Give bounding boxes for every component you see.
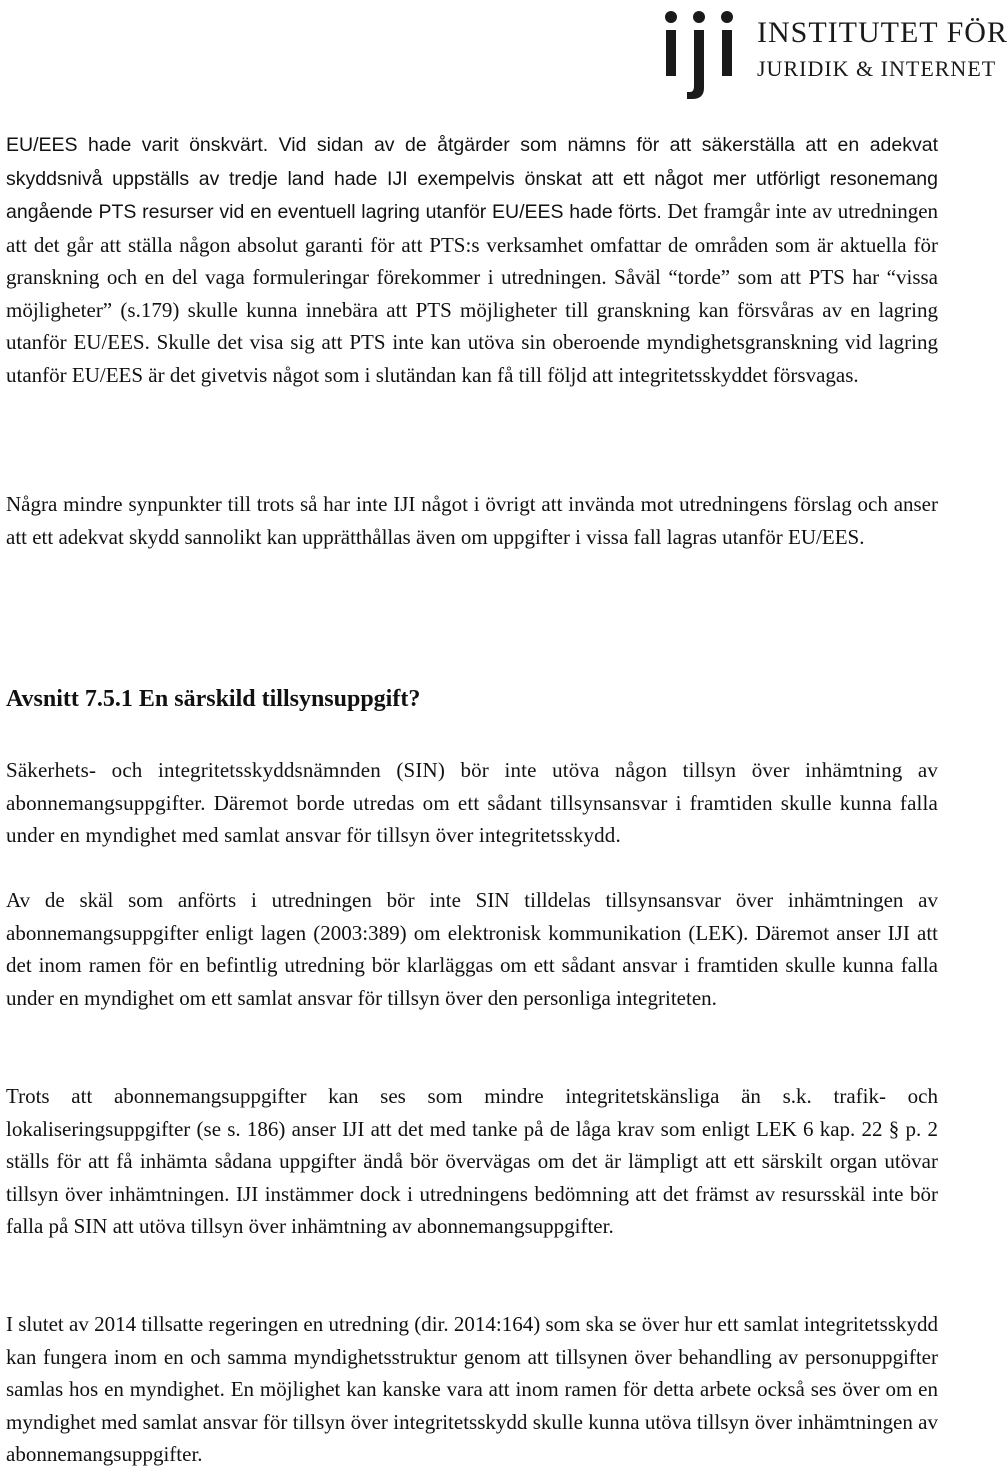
paragraph-4: Av de skäl som anförts i utredningen bör inte SIN tilldelas tillsynsansvar över inhämtningen av abonnemangsuppgifter enligt lagen (2003:389) om elektronisk kommunikation (LEK). Däremot anser IJI att det inom ramen för en befintlig utredning bör klarläggas om ett sådant ansvar i framtiden skulle kunna falla under en myndighet om ett samlat ansvar för tillsyn över den personliga integriteten. bbox=[6, 888, 938, 1010]
logo-text-line1: INSTITUTET FÖR bbox=[757, 16, 1008, 49]
paragraph-3: Säkerhets- och integritetsskyddsnämnden (SIN) bör inte utöva någon tillsyn över inhämtning av abonnemangsuppgifter. Däremot borde utredas om ett sådant tillsynsansvar i framtiden skulle kunna falla under en myndighet med samlat ansvar för tillsyn över integritetsskydd. bbox=[6, 758, 938, 847]
iji-logo-mark bbox=[662, 8, 744, 100]
iji-logo bbox=[662, 8, 1008, 100]
paragraph-5: Trots att abonnemangsuppgifter kan ses som mindre integritetskänsliga än s.k. trafik- och lokaliseringsuppgifter (se s. 186) anser IJI att det med tanke på de låga krav som enligt LEK 6 kap. 22 § p. 2 ställs för att få inhämta sådana uppgifter ändå bör övervägas om det är lämpligt att ett särskilt organ utövar tillsyn över inhämtningen. IJI instämmer dock i utredningens bedömning att det främst av resursskäl inte bör falla på SIN att utöva tillsyn över inhämtning av abonnemangsuppgifter. bbox=[6, 1084, 938, 1238]
logo-text-line2: JURIDIK & INTERNET bbox=[757, 56, 997, 81]
section-heading: Avsnitt 7.5.1 En särskild tillsynsuppgift? bbox=[6, 686, 421, 712]
paragraph-1-sans-part: EU/EES hade varit önskvärt. Vid sidan av de åtgärder som nämns för att säkerställa att en adekvat skyddsnivå uppställs av tredje land hade IJI exempelvis önskat att ett något mer utförligt resonemang angående PTS resurser vid en eventuell lagring utanför EU/EES hade förts. bbox=[6, 134, 938, 223]
paragraph-2: Några mindre synpunkter till trots så har inte IJI något i övrigt att invända mot utredningens förslag och anser att ett adekvat skydd sannolikt kan upprätthållas även om uppgifter i vissa fall lagras utanför EU/EES. bbox=[6, 492, 938, 549]
paragraph-1-serif-part: Det framgår inte av utredningen att det går att ställa någon absolut garanti för att PTS:s verksamhet omfattar de områden som är aktuella för granskning och en del vaga formuleringar förekommer i utredningen. Såväl “torde” som att PTS har “vissa möjligheter” (s.179) skulle kunna innebära att PTS möjligheter till granskning kan försvåras av en lagring utanför EU/EES. Skulle det visa sig att PTS inte kan utöva sin oberoende myndighetsgranskning vid lagring utanför EU/EES är det givetvis något som i slutändan kan få till följd att integritetsskyddet försvagas. bbox=[6, 199, 939, 387]
paragraph-6: I slutet av 2014 tillsatte regeringen en utredning (dir. 2014:164) som ska se över hur ett samlat integritetsskydd kan fungera inom en och samma myndighetsstruktur genom att tillsynen över behandling av personuppgifter samlas hos en myndighet. En möjlighet kan kanske vara att inom ramen för detta arbete också ses över om en myndighet med samlat ansvar för tillsyn över integritetsskydd skulle kunna utöva tillsyn över inhämtningen av abonnemangsuppgifter. bbox=[6, 1312, 938, 1466]
paragraph-1 bbox=[6, 128, 938, 391]
